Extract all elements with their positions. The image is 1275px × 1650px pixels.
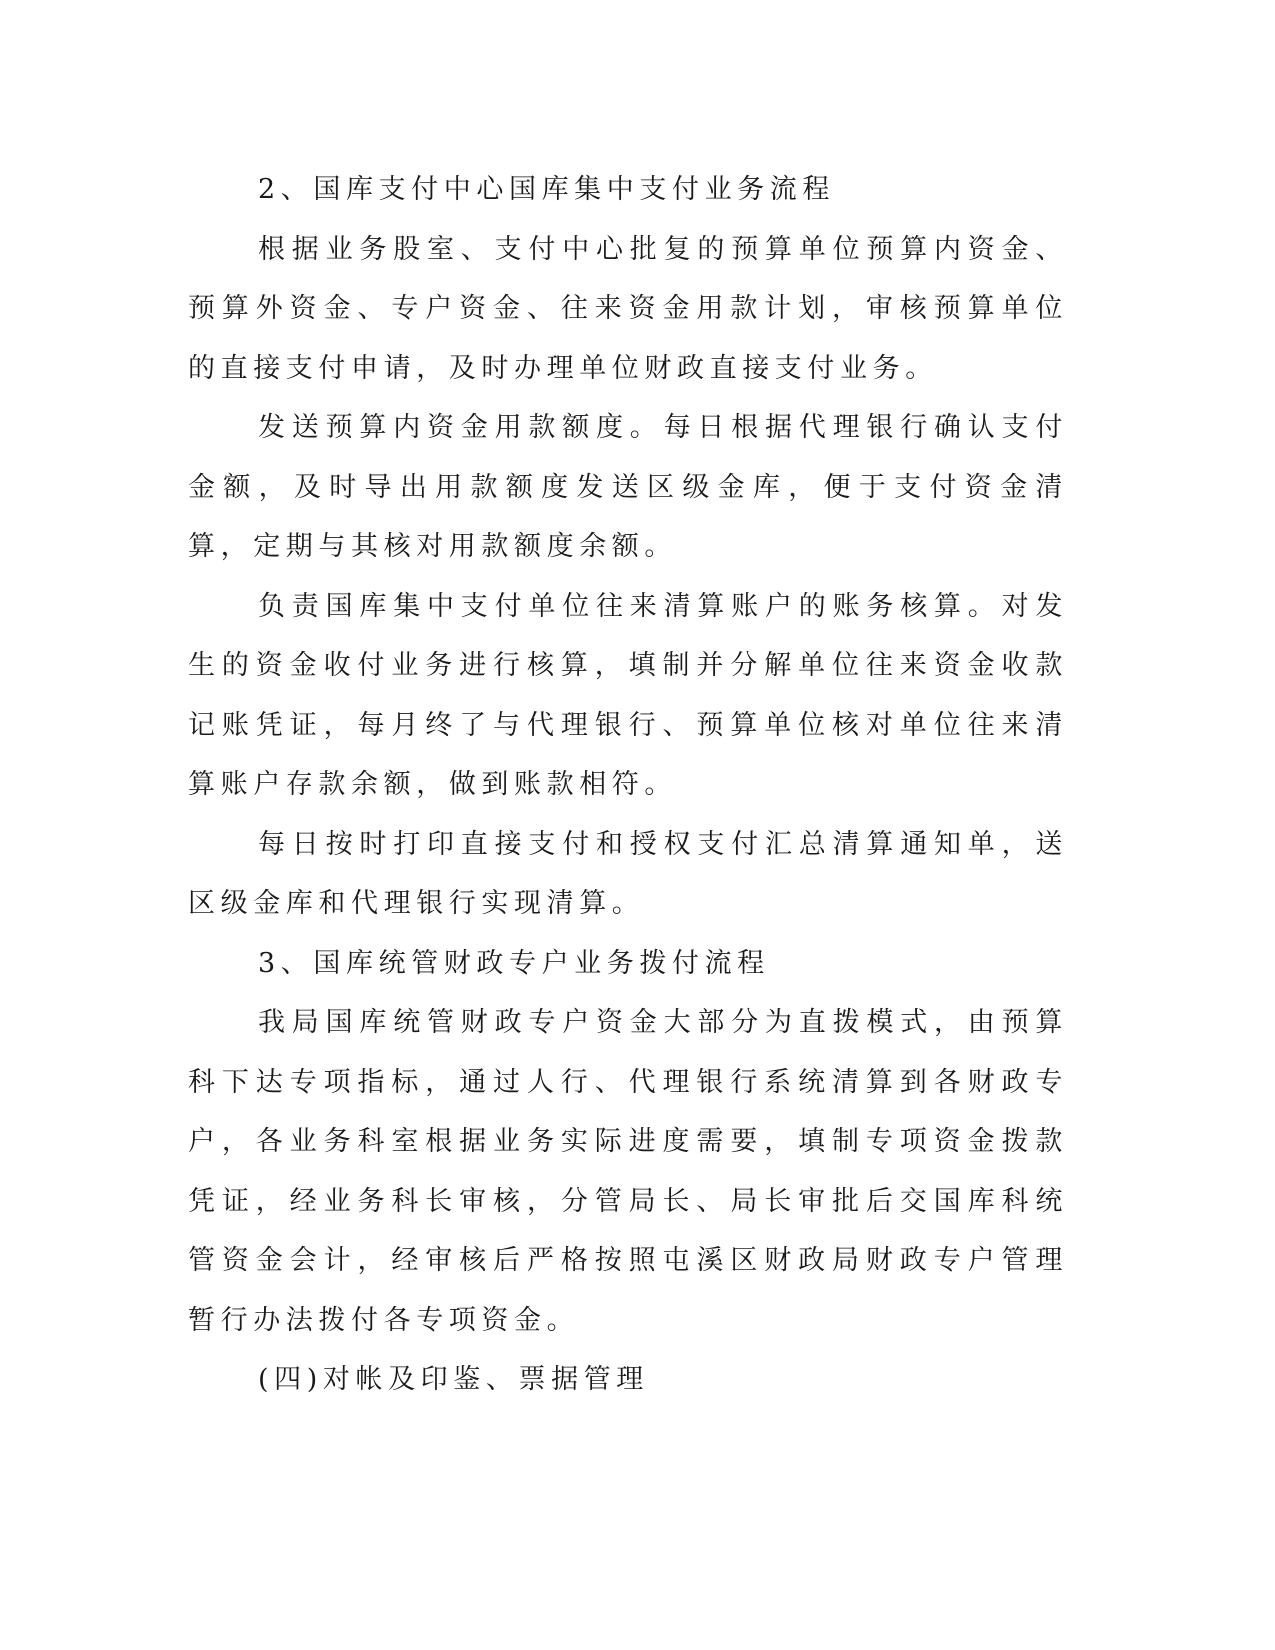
paragraph-daily-clearing-notice: 每日按时打印直接支付和授权支付汇总清算通知单，送区级金库和代理银行实现清算。 [188,828,1068,919]
document-body [188,160,1068,1410]
paragraph-quota-sending: 发送预算内资金用款额度。每日根据代理银行确认支付金额，及时导出用款额度发送区级金库，便于支付资金清算，定期与其核对用款额度余额。 [188,412,1068,562]
section-heading-reconciliation-seals-bills: (四)对帐及印鉴、票据管理 [258,1364,649,1395]
paragraph-direct-payment-review: 根据业务股室、支付中心批复的预算单位预算内资金、预算外资金、专户资金、往来资金用款计划，审核预算单位的直接支付申请，及时办理单位财政直接支付业务。 [188,233,1068,384]
paragraph-clearing-account-accounting: 负责国库集中支付单位往来清算账户的账务核算。对发生的资金收付业务进行核算，填制并分解单位往来资金收款记账凭证，每月终了与代理银行、预算单位核对单位往来清算账户存款余额，做到账款相符。 [188,590,1068,800]
paragraph-special-fund-allocation: 我局国库统管财政专户资金大部分为直拨模式，由预算科下达专项指标，通过人行、代理银行系统清算到各财政专户，各业务科室根据业务实际进度需要，填制专项资金拨款凭证，经业务科长审核，分管局长、局长审批后交国库科统管资金会计，经审核后严格按照屯溪区财政局财政专户管理暂行办法拨付各专项资金。 [188,1007,1068,1336]
section-heading-special-account-process: 3、国库统管财政专户业务拨付流程 [258,947,770,979]
section-heading-treasury-payment-process: 2、国库支付中心国库集中支付业务流程 [258,174,835,205]
